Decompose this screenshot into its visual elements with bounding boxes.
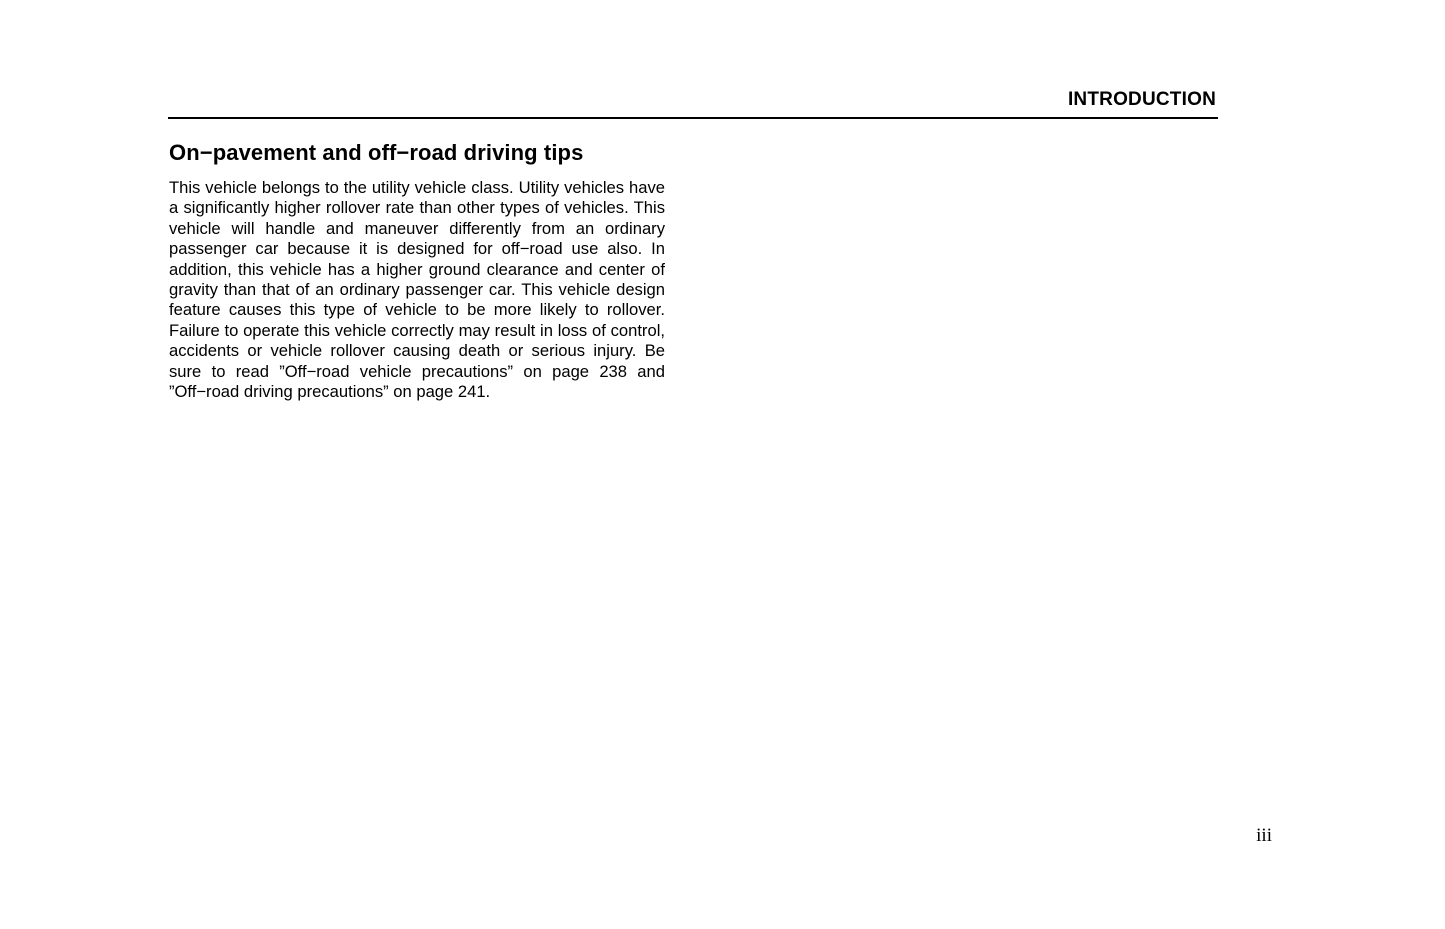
body-paragraph: This vehicle belongs to the utility vehicle class. Utility vehicles have a significantly higher rollover rate than other types of vehicles. This vehicle will handle and maneuver differently from an ordinary passenger car because it is designed for off−road use also. In addition, this vehicle has a higher ground clearance and center of gravity than that of an ordinary passenger car. This vehicle design feature causes this type of vehicle to be more likely to rollover. Failure to operate this vehicle correctly may result in loss of control, accidents or vehicle rollover causing death or serious injury. Be sure to read ”Off−road vehicle precautions” on page 238 and ”Off−road driving precautions” on page 241. xyxy=(169,178,665,402)
page-title: On−pavement and off−road driving tips xyxy=(169,140,584,165)
section-header: INTRODUCTION xyxy=(1067,89,1216,110)
page-number: iii xyxy=(1256,825,1272,846)
content-column xyxy=(169,138,665,402)
header-divider xyxy=(168,117,1218,119)
